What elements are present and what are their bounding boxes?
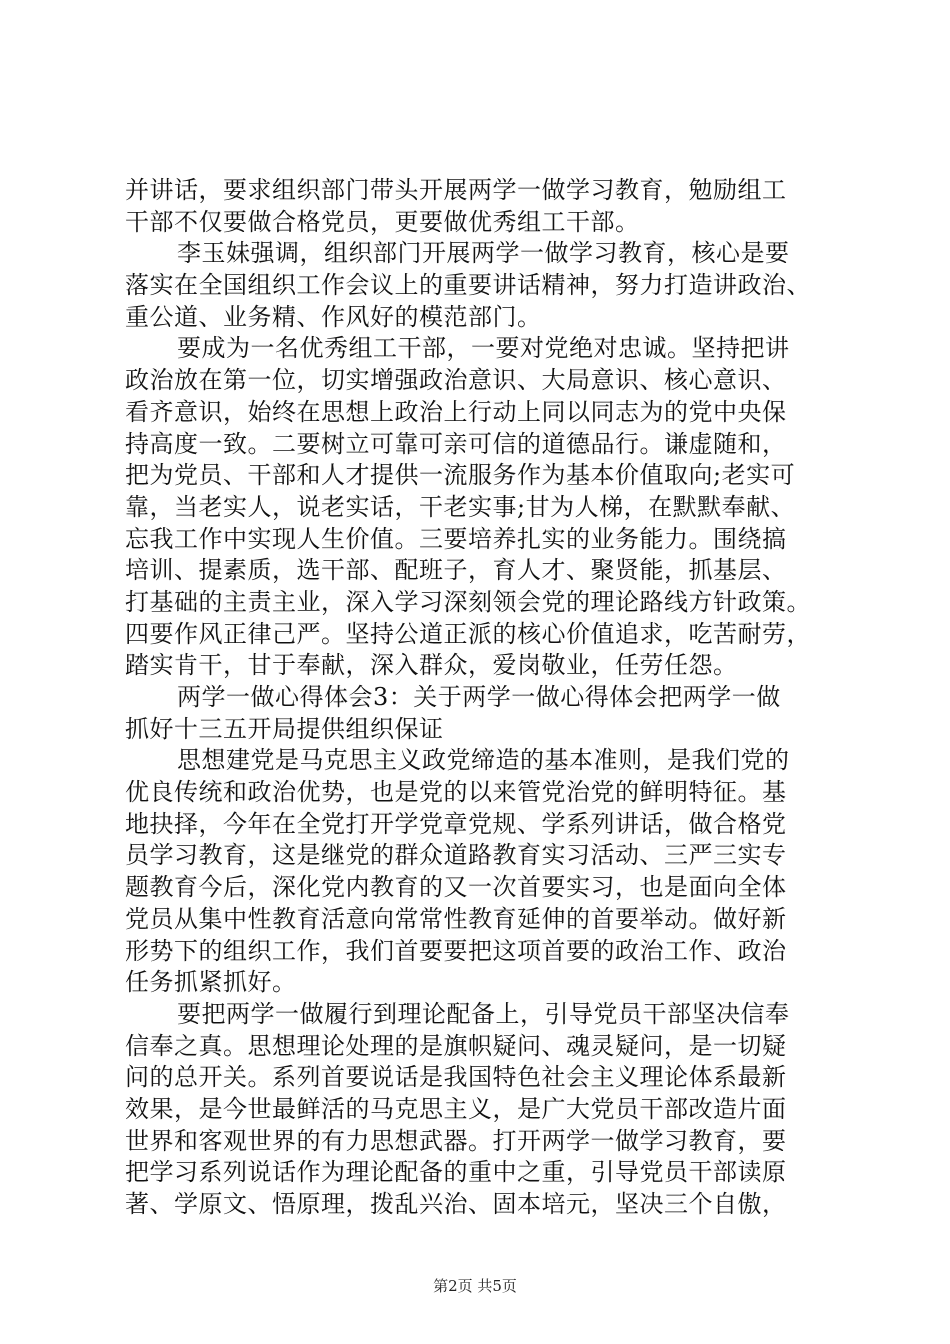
text-line: 两学一做心得体会3：关于两学一做心得体会把两学一做 — [177, 683, 781, 711]
text-line: 政治放在第一位，切实增强政治意识、大局意识、核心意识、 — [125, 366, 787, 395]
text-line: 干部不仅要做合格党员，更要做优秀组工干部。 — [125, 207, 640, 236]
text-line: 任务抓紧抓好。 — [125, 968, 297, 997]
text-line: 要把两学一做履行到理论配备上，引导党员干部坚决信奉 — [177, 999, 790, 1028]
text-line: 要成为一名优秀组工干部，一要对党绝对忠诚。坚持把讲 — [177, 334, 790, 363]
text-line: 靠，当老实人，说老实话，干老实事;甘为人梯，在默默奉献、 — [125, 492, 796, 521]
text-line: 思想建党是马克思主义政党缔造的基本准则，是我们党的 — [177, 746, 790, 775]
text-line: 重公道、业务精、作风好的模范部门。 — [125, 302, 542, 331]
text-line: 信奉之真。思想理论处理的是旗帜疑问、魂灵疑问，是一切疑 — [125, 1031, 787, 1060]
text-line: 党员从集中性教育活意向常常性教育延伸的首要举动。做好新 — [125, 904, 787, 933]
text-line: 踏实肯干，甘于奉献，深入群众，爱岗敬业，任劳任怨。 — [125, 651, 738, 680]
text-line: 员学习教育，这是继党的群众道路教育实习活动、三严三实专 — [125, 841, 787, 870]
text-line: 把为党员、干部和人才提供一流服务作为基本价值取向;老实可 — [125, 461, 796, 490]
page-footer: 第2页 共5页 — [433, 1277, 517, 1295]
body-text — [125, 175, 837, 1221]
text-line: 李玉妹强调，组织部门开展两学一做学习教育，核心是要 — [177, 239, 790, 268]
text-line: 忘我工作中实现人生价值。三要培养扎实的业务能力。围绕搞 — [125, 524, 787, 553]
text-line: 并讲话，要求组织部门带头开展两学一做学习教育，勉励组工 — [125, 176, 787, 204]
text-line: 世界和客观世界的有力思想武器。打开两学一做学习教育，要 — [125, 1126, 787, 1155]
text-line: 把学习系列说话作为理论配备的重中之重，引导党员干部读原 — [125, 1158, 787, 1187]
text-line: 地抉择，今年在全党打开学党章党规、学系列讲话，做合格党 — [125, 809, 787, 838]
text-line: 形势下的组织工作，我们首要要把这项首要的政治工作、政治 — [125, 936, 787, 965]
text-line: 打基础的主责主业，深入学习深刻领会党的理论路线方针政策。 — [125, 587, 811, 616]
text-line: 题教育今后，深化党内教育的又一次首要实习，也是面向全体 — [125, 873, 787, 902]
text-line: 持高度一致。二要树立可靠可亲可信的道德品行。谦虚随和， — [125, 429, 787, 458]
text-line: 抓好十三五开局提供组织保证 — [125, 714, 444, 743]
text-line: 效果，是今世最鲜活的马克思主义，是广大党员干部改造片面 — [125, 1094, 787, 1123]
text-line: 落实在全国组织工作会议上的重要讲话精神，努力打造讲政治、 — [125, 271, 811, 300]
text-line: 问的总开关。系列首要说话是我国特色社会主义理论体系最新 — [125, 1063, 787, 1092]
text-line: 看齐意识，始终在思想上政治上行动上同以同志为的党中央保 — [125, 397, 787, 426]
text-line: 著、学原文、悟原理，拨乱兴治、固本培元，坚决三个自傲， — [125, 1190, 787, 1218]
text-line: 培训、提素质，选干部、配班子，育人才、聚贤能，抓基层、 — [125, 556, 787, 585]
text-line: 四要作风正律己严。坚持公道正派的核心价值追求，吃苦耐劳， — [125, 619, 811, 648]
text-line: 优良传统和政治优势，也是党的以来管党治党的鲜明特征。基 — [125, 778, 787, 807]
